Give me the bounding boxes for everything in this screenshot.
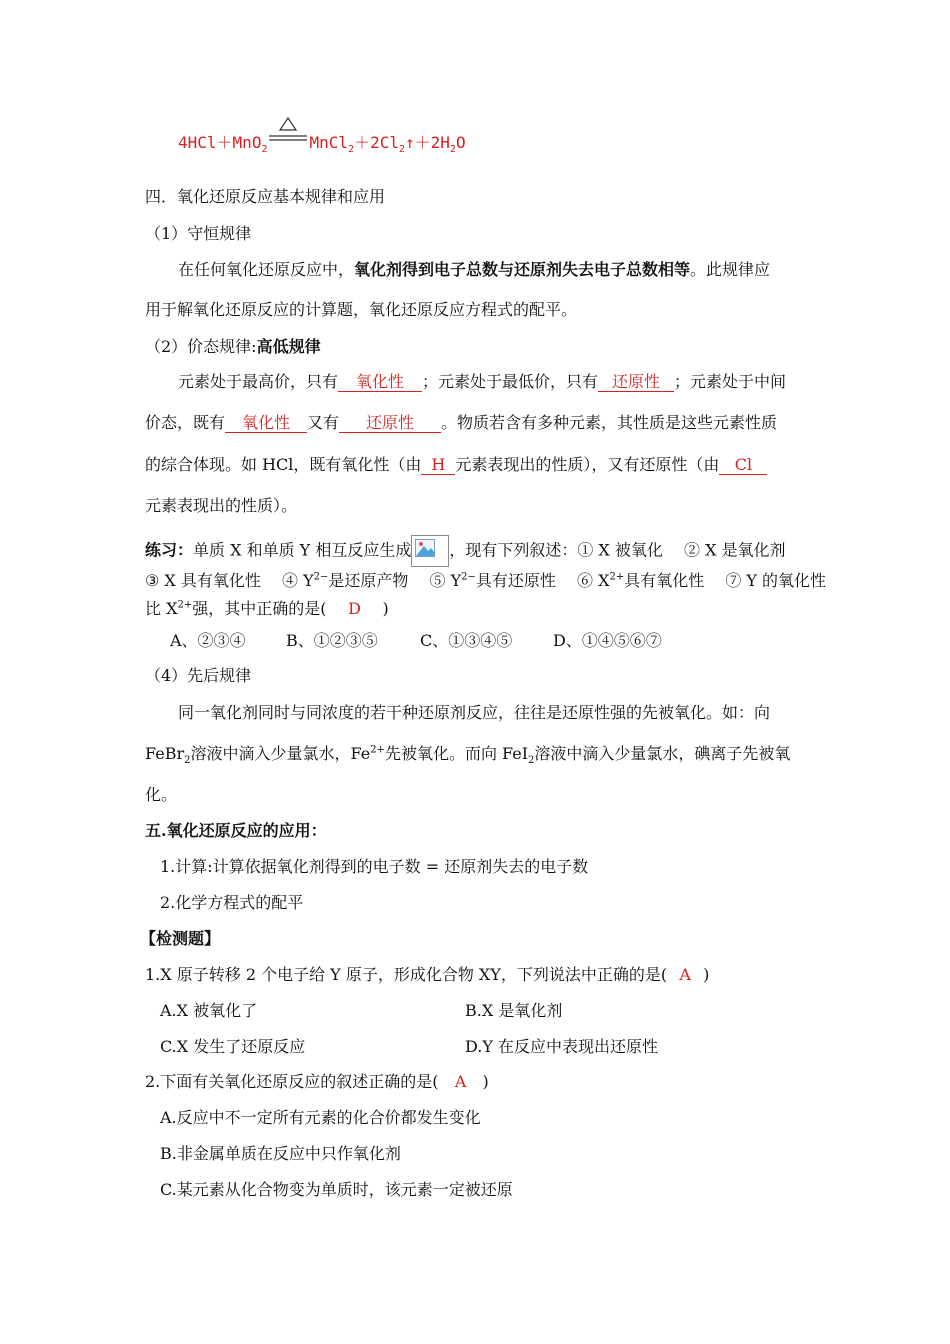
broken-image-icon (411, 535, 449, 567)
answer: A (454, 1072, 467, 1091)
test-title: 【检测题】 (140, 929, 221, 948)
answer: A (679, 965, 691, 984)
section5-item: 1.计算:计算依据氧化剂得到的电子数 = 还原剂失去的电子数 (160, 857, 589, 876)
rule2-line1: 元素处于最高价，只有 氧化性 ；元素处于最低价，只有 还原性 ；元素处于中间 (178, 372, 787, 391)
answer-blank: 还原性 (339, 414, 441, 433)
answer-blank: H (421, 456, 455, 475)
exercise-label: 练习： (145, 540, 194, 560)
answer: D (348, 599, 361, 618)
eq-term: MnO (232, 133, 262, 152)
rule1-emphasis: 氧化剂得到电子总数与还原剂失去电子总数相等 (354, 260, 691, 279)
exercise-option: C、①③④⑤ (420, 631, 513, 650)
rule4-line2: FeBr$_2$溶液中滴入少量氯水，$Fe^{2+}$先被氧化。而向 FeI$_2$溶液中滴入少量氯水，碘离子先被氧 (145, 744, 791, 767)
eq-sub: 2 (261, 144, 268, 156)
exercise-line3: 比 $X^{2+}$强，其中正确的是( D ) (145, 599, 389, 618)
eq-term: MnCl (309, 133, 349, 152)
rule1-title: （1）守恒规律 (145, 224, 252, 243)
question-option: B.X 是氧化剂 (465, 1001, 563, 1020)
exercise-option: D、①④⑤⑥⑦ (553, 631, 662, 650)
eq-term: 2Cl (370, 133, 399, 152)
rule2-line3: 的综合体现。如 HCl，既有氧化性（由 H 元素表现出的性质），又有还原性（由 Cl (145, 454, 767, 476)
exercise-option: A、②③④ (170, 631, 246, 650)
gas-arrow-icon: ↑ (405, 133, 415, 152)
question-option: A.X 被氧化了 (160, 1001, 258, 1020)
rule2-title: （2）价态规律:高低规律 (145, 337, 321, 356)
eq-sub: 2 (348, 144, 355, 156)
question-2: 2.下面有关氧化还原反应的叙述正确的是( A ) (145, 1072, 489, 1091)
rule4-line3: 化。 (145, 785, 178, 804)
eq-term: 2H (430, 133, 450, 152)
exercise-option: B、①②③⑤ (286, 631, 378, 650)
exercise-line2: ③ X 具有氧化性 ④ $Y^{2-}$是还原产物 ⑤ $Y^{2-}$具有还原性 ⑥ $X^{2+}$具有氧化性 ⑦ Y 的氧化性 (145, 571, 827, 590)
answer-blank: 还原性 (598, 373, 674, 392)
eq-plus: ＋ (354, 133, 371, 152)
eq-plus: ＋ (414, 133, 431, 152)
question-option: D.Y 在反应中表现出还原性 (465, 1037, 658, 1056)
rule2-line4: 元素表现出的性质）。 (145, 496, 298, 515)
section4-title: 四．氧化还原反应基本规律和应用 (145, 187, 386, 206)
rule1-para-line1: 在任何氧化还原反应中，氧化剂得到电子总数与还原剂失去电子总数相等。此规律应 (178, 260, 771, 279)
answer-blank: 氧化性 (338, 373, 422, 392)
eq-sub: 2 (449, 144, 456, 156)
answer-blank: 氧化性 (225, 414, 307, 433)
eq-sub: 2 (398, 144, 405, 156)
rule1-para-line2: 用于解氧化还原反应的计算题，氧化还原反应方程式的配平。 (145, 300, 578, 319)
question-option: B.非金属单质在反应中只作氧化剂 (160, 1144, 401, 1163)
answer-blank: Cl (719, 456, 767, 475)
question-1: 1.X 原子转移 2 个电子给 Y 原子，形成化合物 XY，下列说法中正确的是( A ) (145, 965, 710, 984)
exercise-line1: 练习：单质 X 和单质 Y 相互反应生成 ，现有下列叙述：① X 被氧化 ② X 是氧化剂 (145, 535, 786, 567)
section5-title: 五.氧化还原反应的应用： (145, 821, 327, 840)
eq-plus: ＋ (216, 133, 233, 152)
question-option: C.X 发生了还原反应 (160, 1037, 306, 1056)
eq-term: O (455, 133, 466, 152)
question-option: A.反应中不一定所有元素的化合价都发生变化 (160, 1108, 481, 1127)
section5-item: 2.化学方程式的配平 (160, 893, 304, 912)
rule4-title: （4）先后规律 (145, 666, 252, 685)
heat-equals-icon (267, 134, 309, 154)
rule4-line1: 同一氧化剂同时与同浓度的若干种还原剂反应，往往是还原性强的先被氧化。如：向 (178, 703, 771, 722)
question-option: C.某元素从化合物变为单质时，该元素一定被还原 (160, 1180, 513, 1199)
eq-term: 4HCl (178, 133, 217, 152)
chemical-equation (178, 130, 466, 154)
rule2-line2: 价态，既有 氧化性 又有 还原性 。物质若含有多种元素，其性质是这些元素性质 (145, 413, 778, 432)
